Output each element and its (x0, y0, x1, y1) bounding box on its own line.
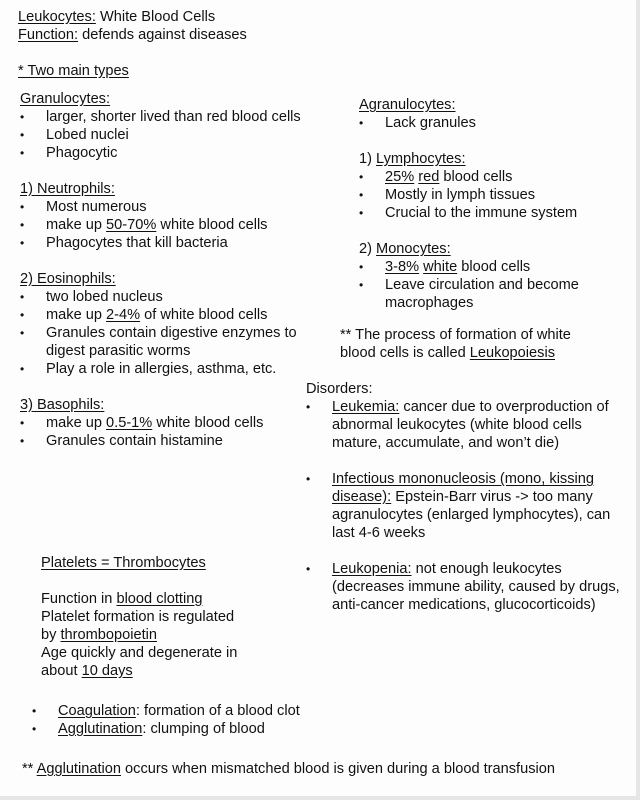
list-item: • Most numerous (20, 198, 320, 216)
eosinophils-title: 2) Eosinophils: (20, 271, 116, 287)
granulocytes-title: Granulocytes: (20, 91, 111, 107)
list-item: • larger, shorter lived than red blood cells (20, 108, 320, 126)
text: ** The process of formation of white blood cells is called (340, 327, 571, 361)
platelets-section (41, 554, 281, 680)
header-block (18, 8, 247, 80)
agglutination-term: Agglutination (58, 721, 143, 737)
highlight-word: red (418, 169, 440, 185)
leukocytes-heading (18, 8, 247, 26)
disorder-item (306, 470, 626, 542)
platelets-title: Platelets = Thrombocytes (41, 555, 206, 571)
highlight-word: white (423, 259, 458, 275)
disorder-item (306, 398, 626, 452)
lymphocytes-list (359, 168, 629, 222)
text: by (41, 627, 61, 643)
leukopoiesis-note (340, 326, 600, 362)
percentage: 0.5-1% (106, 415, 153, 431)
two-main-types: * Two main types (18, 63, 129, 79)
text: : clumping of blood (142, 721, 265, 737)
text: not enough leukocytes (decreases immune ability, caused by drugs, anti-cancer medications, glucocorticoids) (332, 561, 620, 613)
monocytes-list (359, 258, 629, 312)
list-item: • Leave circulation and become macrophages (359, 276, 615, 312)
platelets-line (41, 590, 281, 608)
percentage: 3-8% (385, 259, 420, 275)
text: white blood cells (156, 217, 268, 233)
text: of white blood cells (140, 307, 268, 323)
page-edge-right (636, 0, 640, 800)
text: white blood cells (152, 415, 264, 431)
list-item: • Mostly in lymph tissues (359, 186, 629, 204)
term-item (32, 720, 352, 738)
disorders-list-3 (306, 560, 626, 614)
basophils-list (20, 414, 320, 450)
list-item: • Play a role in allergies, asthma, etc. (20, 360, 320, 378)
leukocytes-definition: White Blood Cells (95, 9, 216, 25)
percentage: 25% (385, 169, 415, 185)
function-line (18, 26, 247, 44)
list-item (20, 306, 320, 324)
list-item: • two lobed nucleus (20, 288, 320, 306)
list-item: • Lack granules (359, 114, 629, 132)
platelets-line (41, 626, 281, 644)
list-item: • Granules contain histamine (20, 432, 320, 450)
text: about (41, 663, 82, 679)
platelets-line: Age quickly and degenerate in (41, 645, 238, 661)
eosinophils-list (20, 288, 320, 378)
text: : formation of a blood clot (135, 703, 300, 719)
list-item: • Phagocytes that kill bacteria (20, 234, 320, 252)
footer-text (22, 760, 622, 778)
text: cancer due to overproduction of abnormal leukocytes (white blood cells mature, accumulate, and won’t die) (332, 399, 609, 451)
coagulation-term: Coagulation (58, 703, 136, 719)
lymphocytes-title: 1) Lymphocytes: (359, 151, 466, 167)
list-item: • Crucial to the immune system (359, 204, 629, 222)
text: make up (46, 307, 107, 323)
neutrophils-list (20, 198, 320, 252)
thrombopoietin-term: thrombopoietin (60, 627, 158, 643)
leukocytes-term: Leukocytes: (18, 9, 96, 25)
note-text (340, 326, 600, 362)
leukopenia-term: Leukopenia: (332, 561, 412, 577)
agranulocytes-title: Agranulocytes: (359, 97, 456, 113)
text: blood cells (457, 259, 531, 275)
monocytes-term: Monocytes: (376, 241, 451, 257)
ten-days: 10 days (81, 663, 133, 679)
text: Epstein-Barr virus -> too many agranulocytes (enlarged lymphocytes), can last 4-6 weeks (332, 489, 611, 541)
leukopoiesis-term: Leukopoiesis (469, 345, 555, 361)
text: occurs when mismatched blood is given during a blood transfusion (121, 761, 556, 777)
neutrophils-title: 1) Neutrophils: (20, 181, 115, 197)
percentage: 50-70% (106, 217, 157, 233)
agglutination-term: Agglutination (36, 761, 121, 777)
monocytes-title: 2) Monocytes: (359, 241, 451, 257)
right-column (359, 96, 629, 312)
percentage: 2-4% (106, 307, 141, 323)
list-item: • Lobed nuclei (20, 126, 320, 144)
list-item: • Phagocytic (20, 144, 320, 162)
terms-list (32, 702, 352, 738)
mononucleosis-term: Infectious mononucleosis (mono, kissing disease): (332, 471, 595, 505)
text: blood cells (439, 169, 513, 185)
leukemia-term: Leukemia: (332, 399, 400, 415)
disorders-list-2 (306, 470, 626, 542)
text: Function in (41, 591, 117, 607)
list-item (20, 414, 320, 432)
left-column (20, 90, 320, 450)
text: ** (22, 761, 37, 777)
disorder-item (306, 560, 626, 614)
blood-clotting-term: blood clotting (116, 591, 203, 607)
disorders-section (306, 380, 626, 614)
agranulocytes-list (359, 114, 629, 132)
list-item (359, 168, 629, 186)
terms-section (32, 702, 352, 738)
footer-note (22, 760, 622, 778)
lymphocytes-term: Lymphocytes: (376, 151, 466, 167)
disorders-list (306, 398, 626, 452)
list-item (20, 216, 320, 234)
term-item (32, 702, 352, 720)
list-item: • Granules contain digestive enzymes to digest parasitic worms (20, 324, 316, 360)
platelets-line (41, 662, 281, 680)
granulocytes-list (20, 108, 320, 162)
platelets-line: Platelet formation is regulated (41, 609, 235, 625)
text: make up (46, 415, 107, 431)
list-item (359, 258, 629, 276)
basophils-title: 3) Basophils: (20, 397, 105, 413)
disorders-title: Disorders: (306, 381, 373, 397)
function-term: Function: (18, 27, 79, 43)
text: make up (46, 217, 107, 233)
function-definition: defends against diseases (78, 27, 247, 43)
page-edge-bottom (0, 796, 640, 800)
